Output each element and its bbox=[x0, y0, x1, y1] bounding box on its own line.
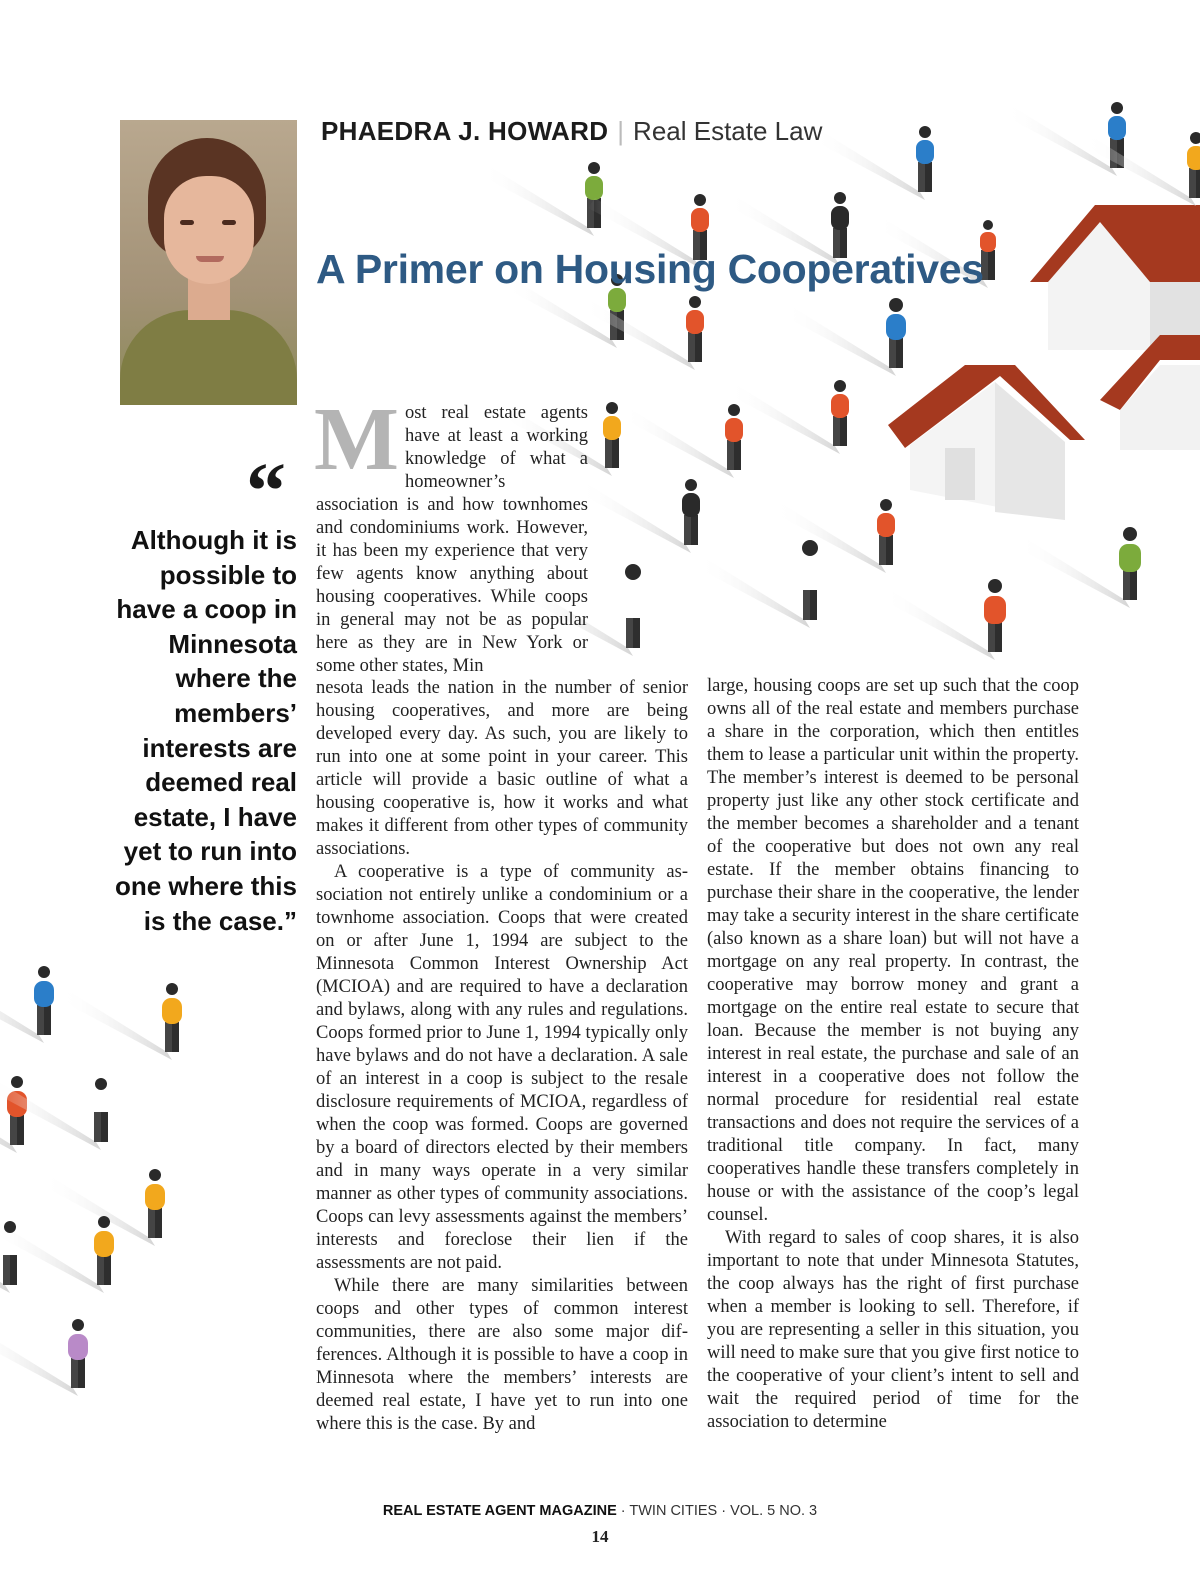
magazine-name: REAL ESTATE AGENT MAGAZINE bbox=[382, 1503, 617, 1519]
paragraph: With regard to sales of coop shares, it is also important to note that under Minnesota Statutes, the coop always has the right of first purchase when a member is looking to sell. Therefore, if you are representing a seller in this situation, you will need to make sure that you give first notice to the cooperative of your client’s intent to sell and wait the required period of time for the association to determine bbox=[707, 1228, 1079, 1432]
author-name: PHAEDRA J. HOWARD bbox=[321, 116, 609, 146]
byline-divider: | bbox=[617, 116, 625, 146]
pull-quote: Although it is possible to have a coop in Minnesota where the members’ interests are deemed real estate, I have yet to run into one where this is the case.” bbox=[114, 525, 297, 936]
issue-info: · TWIN CITIES · VOL. 5 NO. 3 bbox=[616, 1503, 818, 1519]
article-column-right bbox=[707, 675, 1079, 1434]
author-photo bbox=[120, 120, 297, 405]
column-topic: Real Estate Law bbox=[633, 116, 823, 146]
intro-paragraph: ost real estate agents have at least a working knowledge of what a homeowner’s association is and how townhomes and condominiums work. However, it has been my experience that very few agents know anything about housing cooperatives. While coops in general may not be as popular here as they are in New York or some other states, Min bbox=[316, 403, 588, 676]
house-small bbox=[888, 335, 1200, 520]
quote-mark-icon: “ bbox=[246, 448, 286, 536]
paragraph: large, housing coops are set up such that the coop owns all of the real estate and members purchase a share in the corporation, which then entitles them to lease a particular unit within the property. The member’s interest is deemed to be personal property just like any other stock certificate and the member becomes a shareholder and a tenant of the cooperative but does not own any real estate. If the member obtains financing to purchase their share in the cooperative, the lender may take a security interest in the share certificate (also known as a share loan) but will not have a mortgage on any real property. In contrast, the cooperative may borrow money and grant a mortgage on the entire real estate to secure that loan. Because the member is not buying any interest in real estate, the purchase and sale of an interest in a cooperative does not follow the normal procedure for residential real estate transactions and does not require the services of a traditional title company. In fact, many cooperatives handle these transfers completely in house or with the assistance of the coop’s legal counsel. bbox=[707, 676, 1079, 1225]
article-title: A Primer on Housing Cooperatives bbox=[316, 246, 984, 292]
article-column-left bbox=[316, 677, 688, 1436]
drop-cap: M bbox=[314, 390, 399, 489]
page-footer bbox=[0, 1503, 1200, 1519]
paragraph: nesota leads the nation in the number of senior housing cooperatives, and more are being developed every day. As such, you are likely to run into one at some point in your career. This article will provide a basic outline of what a housing cooperative is, how it works and what makes it different from other types of community associations. bbox=[316, 678, 688, 859]
paragraph: A cooperative is a type of community association not entirely unlike a condominium or a townhome association. Coops that were created on or after June 1, 1994 are subject to the Minnesota Common Interest Ownership Act (MCIOA) and are required to have a declaration and bylaws, along with any rules and regulations. Coops formed prior to June 1, 1994 typically only have bylaws and do not have a declaration. A sale of an interest in a coop is subject to the resale disclosure requirements of MCIOA, regardless of when the coop was formed. Coops are governed by a board of directors elected by their members and in many ways operate in a very similar manner as other types of community associations. Coops can levy assessments against the members’ interests and foreclose their lien if the assessments are not paid. bbox=[316, 862, 688, 1273]
page-number: 14 bbox=[591, 1527, 609, 1546]
article-intro bbox=[314, 390, 588, 678]
byline bbox=[321, 116, 822, 147]
paragraph: While there are many similarities between coops and other types of common interest communities, there are also some major differences. Although it is possible to have a coop in Minnesota where the members’ interests are deemed real estate, I have yet to run into one where this is the case. By and bbox=[316, 1276, 688, 1434]
